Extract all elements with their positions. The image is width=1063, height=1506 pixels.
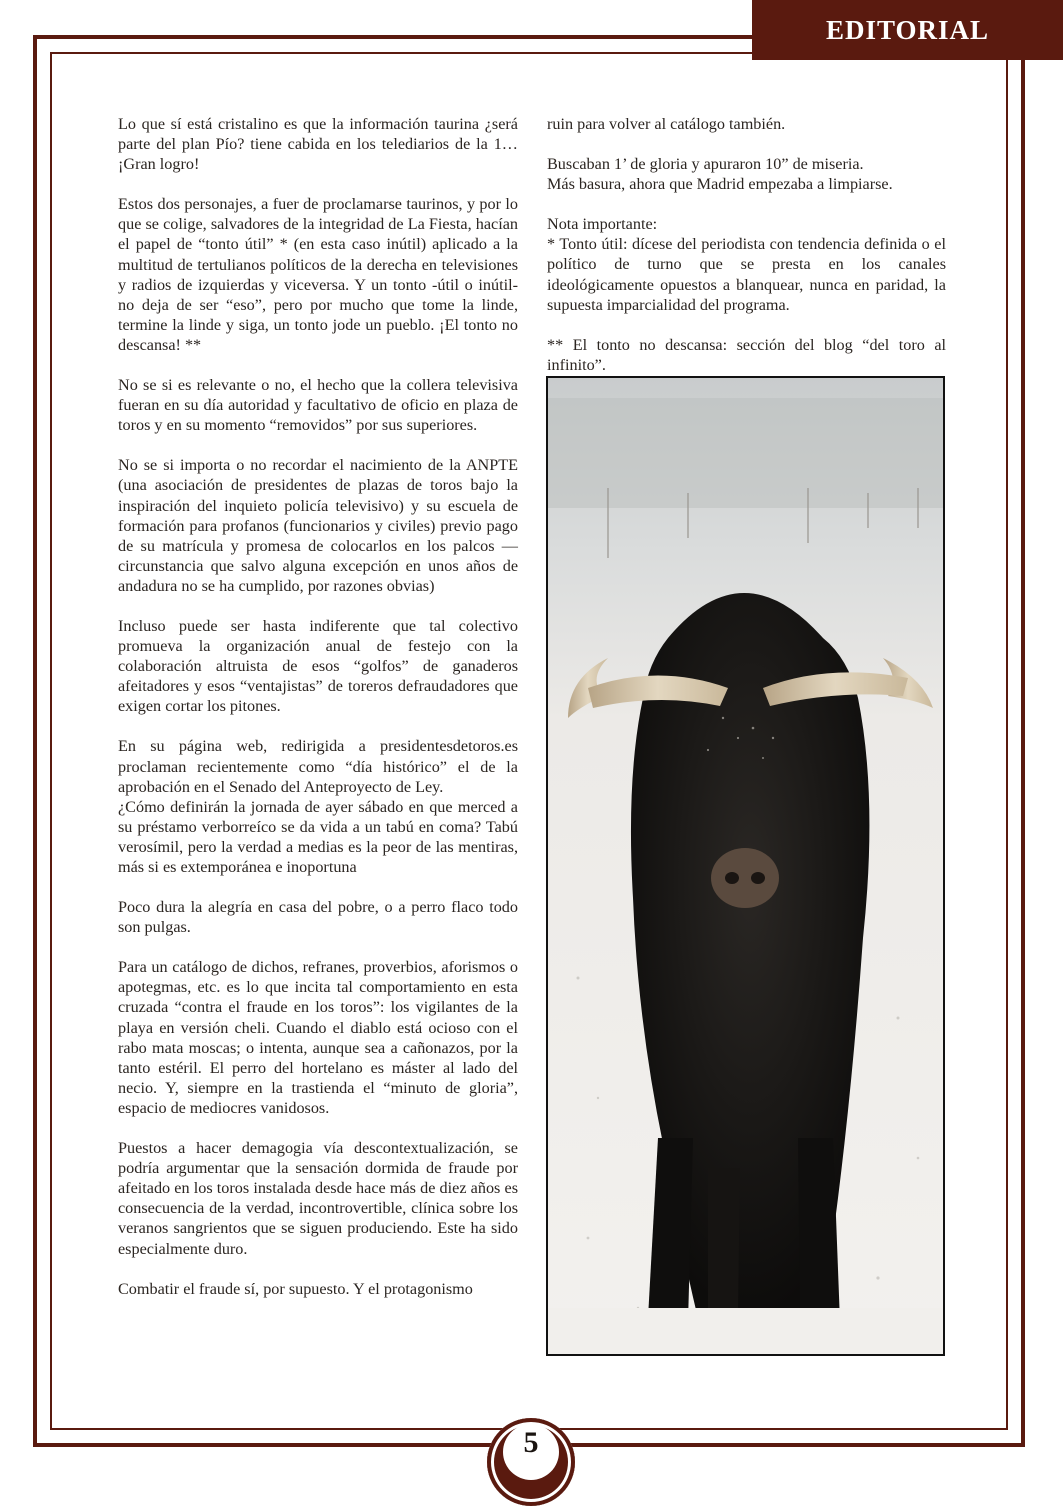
paragraph: Buscaban 1’ de gloria y apuraron 10” de miseria. Más basura, ahora que Madrid empezaba a limpiarse. <box>547 155 893 194</box>
paragraph: Poco dura la alegría en casa del pobre, o a perro flaco todo son pulgas. <box>118 898 518 937</box>
bull-photo <box>546 376 945 1356</box>
paragraph: No se si importa o no recordar el nacimiento de la ANPTE (una asociación de presidentes de plazas de toros bajo la inspiración del inquieto policía televisivo) y su escuela de formación para profanos (funcionarios y civiles) previo pago de su matrícula y promesa de colocarlos en los palcos —circunstancia que salvo alguna excepción en unos años de andadura no se ha cumplido, por razones obvias) <box>118 456 518 595</box>
page-number: 5 <box>523 1426 539 1459</box>
bull-in-snow-illustration <box>548 378 943 1354</box>
section-title: EDITORIAL <box>825 14 990 45</box>
paragraph: Puestos a hacer demagogia vía descontextualización, se podría argumentar que la sensación dormida de fraude por afeitado en los toros instalada desde hace más de diez años es consecuencia de la verdad, incontrovertible, clínica sobre los veranos sangrientos que se siguen produciendo. Este ha sido especialmente duro. <box>118 1139 518 1258</box>
paragraph: ruin para volver al catálogo también. <box>547 115 786 133</box>
paragraph: ** El tonto no descansa: sección del blog “del toro al infinito”. <box>547 335 946 374</box>
paragraph: Lo que sí está cristalino es que la información taurina ¿será parte del plan Pío? tiene cabida en los telediarios de la 1… ¡Gran logro! <box>118 115 518 174</box>
paragraph: No se si es relevante o no, el hecho que la collera televisiva fueran en su día autoridad y facultativo de oficio en plaza de toros y en su momento “removidos” por sus superiores. <box>118 376 518 435</box>
paragraph: Para un catálogo de dichos, refranes, proverbios, aforismos o apotegmas, etc. es lo que incita tal comportamiento en esta cruzada “contra el fraude en los toros”: los vigilantes de la playa en versión cheli. Cuando el diablo está ocioso con el rabo mata moscas; o intenta, aunque sea a cañonazos, por la tanto estéril. El perro del hortelano es máster al lado del necio. Y, siempre en la trastienda el “minuto de gloria”, espacio de mediocres vanidosos. <box>118 958 518 1117</box>
paragraph: En su página web, redirigida a presidentesdetoros.es proclaman recientemente como “día histórico” el de la aprobación en el Senado del Anteproyecto de Ley. ¿Cómo definirán la jornada de ayer sábado en que merced a su préstamo verborreíco se da vida a un tabú en coma? Tabú verosímil, pero la verdad a medias es la peor de las mentiras, más si es extemporánea e inoportuna <box>118 737 518 876</box>
paragraph: Estos dos personajes, a fuer de proclamarse taurinos, y por lo que se colige, salvadores de la integridad de La Fiesta, hacían el papel de “tonto útil” * (en esta caso inútil) aplicado a la multitud de tertulianos políticos de la derecha en televisiones y radios de izquierdas y viceversa. Y un tonto -útil o inútil- no deja de ser “eso”, pero por mucho que tome la linde, termine la linde y siga, un tonto jode un pueblo. ¡El tonto no descansa! ** <box>118 195 518 354</box>
left-column <box>118 114 518 1319</box>
right-column <box>547 114 946 395</box>
paragraph: Combatir el fraude sí, por supuesto. Y el protagonismo <box>118 1279 473 1298</box>
paragraph: Incluso puede ser hasta indiferente que tal colectivo promueva la organización anual de festejo con la colaboración altruista de esos “golfos” de ganaderos afeitadores y esos “ventajistas” de toreros defraudadores que exigen cortar los pitones. <box>118 616 518 716</box>
paragraph: Nota importante: * Tonto útil: dícese del periodista con tendencia definida o el político de turno que se presta en los canales ideológicamente opuestos a blanquear, nunca en paridad, la supuesta imparcialidad del programa. <box>547 215 946 314</box>
section-header <box>752 0 1063 60</box>
